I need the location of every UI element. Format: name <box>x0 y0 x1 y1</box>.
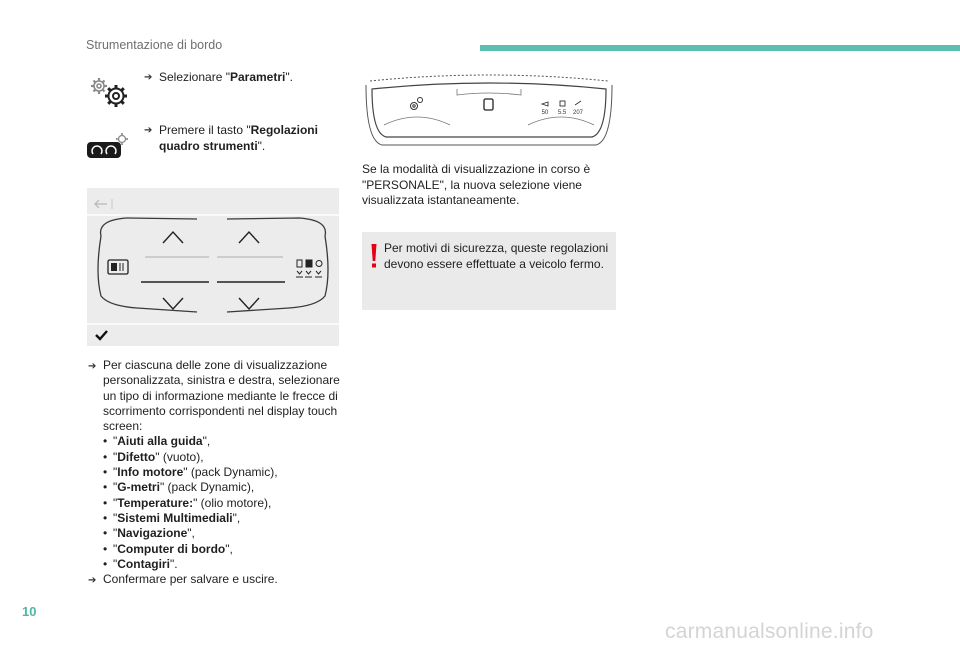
instrument-cluster-illustration <box>362 67 616 152</box>
touchscreen-illustration <box>87 188 339 346</box>
cluster-value: 5.5 <box>557 110 567 116</box>
list-item: • "Info motore" (pack Dynamic), <box>103 465 278 480</box>
down-arrow-icon <box>163 298 183 309</box>
up-arrow-icon <box>163 232 183 243</box>
info-type-list <box>88 434 348 572</box>
list-item: • "Sistemi Multimediali", <box>103 510 241 525</box>
warning-text: Per motivi di sicurezza, queste regolazioni devono essere effettuate a veicolo fermo. <box>384 241 609 271</box>
info-box-icon <box>484 99 493 110</box>
list-item: • "Difetto" (vuoto), <box>103 449 204 464</box>
step-select-parameters: ➔ Selezionare "Parametri". <box>144 70 293 84</box>
left-zone-icon <box>108 260 128 274</box>
back-arrow-icon <box>95 199 112 209</box>
list-item: • "Navigazione", <box>103 526 195 541</box>
gears-icon <box>411 98 423 110</box>
arrow-bullet-icon: ➔ <box>88 575 97 587</box>
arrow-bullet-icon: ➔ <box>144 125 153 136</box>
watermark: carmanualsonline.info <box>665 620 874 643</box>
down-arrow-icon <box>239 298 259 309</box>
personal-mode-note: Se la modalità di visualizzazione in corso è "PERSONALE", la nuova selezione viene visualizzata istantaneamente. <box>362 162 591 207</box>
settings-gears-icon <box>88 74 134 108</box>
zone-selection-instructions <box>88 358 348 587</box>
step-press-cluster-settings: ➔ Premere il tasto "Regolazioni quadro strumenti". <box>144 123 318 153</box>
list-item: • "Temperature:" (olio motore), <box>103 495 272 510</box>
arrow-bullet-icon: ➔ <box>88 361 97 372</box>
warning-exclamation-icon <box>369 242 379 270</box>
safety-warning-box <box>362 232 616 310</box>
list-intro: Per ciascuna delle zone di visualizzazione personalizzata, sinistra e destra, selezionare un tipo di informazione mediante le frecce di scorrimento corrispondenti nel display touch screen: <box>103 358 340 434</box>
cluster-mini-icons <box>542 101 581 106</box>
header-accent-bar <box>480 45 960 51</box>
page-number: 10 <box>22 604 37 619</box>
list-item: • "Contagiri". <box>103 556 178 571</box>
list-item: • "Computer di bordo", <box>103 541 233 556</box>
right-zone-icons <box>296 260 322 277</box>
cluster-value: 207 <box>572 110 584 116</box>
confirm-instruction: Confermare per salvare e uscire. <box>103 572 278 587</box>
cluster-value: 50 <box>541 110 549 116</box>
confirm-check-icon <box>96 331 107 339</box>
up-arrow-icon <box>239 232 259 243</box>
list-item: • "G-metri" (pack Dynamic), <box>103 480 255 495</box>
arrow-bullet-icon: ➔ <box>144 72 153 83</box>
page-header-title: Strumentazione di bordo <box>86 38 223 52</box>
cluster-settings-icon <box>86 130 130 160</box>
list-item: • "Aiuti alla guida", <box>103 434 211 449</box>
